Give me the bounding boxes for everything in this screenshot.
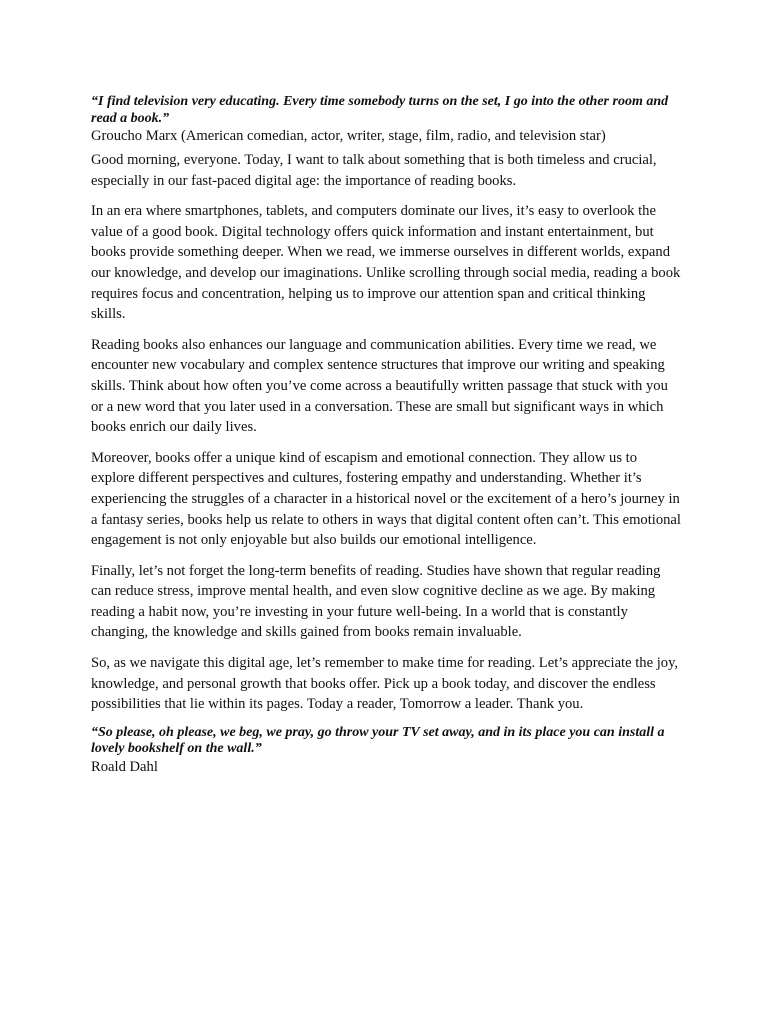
- closing-quote-text: “So please, oh please, we beg, we pray, go throw your TV set away, and in its place you can install a lovely bookshelf on the wall.”: [91, 724, 665, 757]
- opening-quote-text: “I find television very educating. Every time somebody turns on the set, I go into the other room and read a book.”: [91, 94, 669, 126]
- document-page: [91, 94, 681, 781]
- opening-quote: [91, 94, 681, 145]
- paragraph-digital-era: In an era where smartphones, tablets, and computers dominate our lives, it’s easy to overlook the value of a good book. Digital technology offers quick information and instant entertainment, but books provide something deeper. When we read, we immerse ourselves in different worlds, expand our knowledge, and develop our imaginations. Unlike scrolling through social media, reading a book requires focus and concentration, helping us to improve our attention span and critical thinking skills.: [91, 203, 681, 323]
- opening-quote-author: Groucho Marx (American comedian, actor, writer, stage, film, radio, and television star): [91, 128, 606, 144]
- paragraph-escapism: Moreover, books offer a unique kind of escapism and emotional connection. They allow us to explore different perspectives and cultures, fostering empathy and understanding. Whether it’s experiencing the struggles of a character in a historical novel or the excitement of a hero’s journey in a fantasy series, books help us relate to others in ways that digital content often can’t. This emotional engagement is not only enjoyable but also builds our emotional intelligence.: [91, 449, 681, 549]
- paragraph-greeting: Good morning, everyone. Today, I want to talk about something that is both timeless and crucial, especially in our fast-paced digital age: the importance of reading books.: [91, 152, 657, 189]
- paragraph-long-term-benefits: Finally, let’s not forget the long-term benefits of reading. Studies have shown that regular reading can reduce stress, improve mental health, and even slow cognitive decline as we age. By making reading a habit now, you’re investing in your future well-being. In a world that is constantly changing, the knowledge and skills gained from books remain invaluable.: [91, 562, 661, 641]
- paragraph-language-skills: Reading books also enhances our language and communication abilities. Every time we read, we encounter new vocabulary and complex sentence structures that improve our writing and speaking skills. Think about how often you’ve come across a beautifully written passage that stuck with you or a new word that you later used in a conversation. These are small but significant ways in which books enrich our daily lives.: [91, 336, 668, 436]
- paragraph-conclusion: So, as we navigate this digital age, let’s remember to make time for reading. Let’s appreciate the joy, knowledge, and personal growth that books offer. Pick up a book today, and discover the endless possibilities that lie within its pages. Today a reader, Tomorrow a leader. Thank you.: [91, 655, 679, 713]
- closing-quote-author: Roald Dahl: [91, 758, 158, 775]
- closing-quote: [91, 725, 681, 776]
